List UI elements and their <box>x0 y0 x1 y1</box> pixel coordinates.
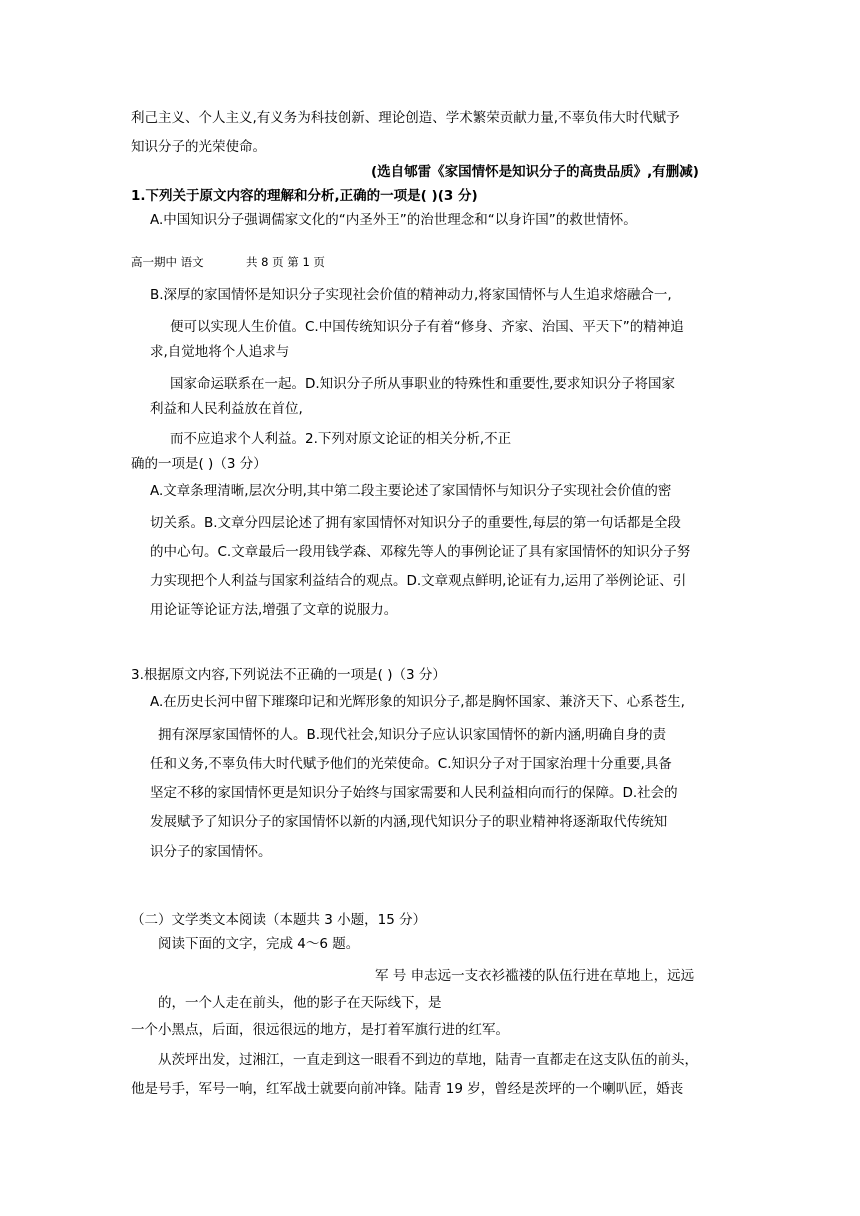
question-2-line: 用论证等论证方法,增强了文章的说服力。 <box>150 602 398 618</box>
question-2-line: 的中心句。C.文章最后一段用钱学森、邓稼先等人的事例论证了具有家国情怀的知识分子努 <box>150 544 691 560</box>
question-1-stem: 1.下列关于原文内容的理解和分析,正确的一项是( )(3 分) <box>131 188 478 204</box>
question-2-line: A.文章条理清晰,层次分明,其中第二段主要论述了家国情怀与知识分子实现社会价值的密 <box>150 483 672 499</box>
question-1-line: 求,自觉地将个人追求与 <box>150 344 290 360</box>
question-1-line: 利益和人民利益放在首位, <box>150 401 303 417</box>
question-3-stem: 3.根据原文内容,下列说法不正确的一项是( )（3 分） <box>131 667 446 683</box>
question-1-option-a: A.中国知识分子强调儒家文化的“内圣外王”的治世理念和“以身许国”的救世情怀。 <box>150 212 637 228</box>
question-2-line: 切关系。B.文章分四层论述了拥有家国情怀对知识分子的重要性,每层的第一句话都是全段 <box>150 515 681 531</box>
question-2-stem: 确的一项是( )（3 分） <box>131 456 267 472</box>
question-3-line: 拥有深厚家国情怀的人。B.现代社会,知识分子应认识家国情怀的新内涵,明确自身的责 <box>158 727 667 743</box>
question-3-line: 识分子的家国情怀。 <box>150 844 272 860</box>
question-3-line: 任和义务,不辜负伟大时代赋予他们的光荣使命。C.知识分子对于国家治理十分重要,具备 <box>150 756 672 772</box>
question-1-line: B.深厚的家国情怀是知识分子实现社会价值的精神动力,将家国情怀与人生追求熔融合一, <box>150 287 672 303</box>
section-instruction: 阅读下面的文字，完成 4～6 题。 <box>158 936 360 952</box>
question-3-line: A.在历史长河中留下璀璨印记和光辉形象的知识分子,都是胸怀国家、兼济天下、心系苍生, <box>150 694 685 710</box>
story-line: 的，一个人走在前头，他的影子在天际线下，是 <box>158 995 442 1011</box>
question-2-line: 力实现把个人利益与国家利益结合的观点。D.文章观点鲜明,论证有力,运用了举例论证、引 <box>150 573 687 589</box>
story-line: 一个小黑点，后面，很远很远的地方，是打着军旗行进的红军。 <box>131 1022 509 1038</box>
footer-page-count: 共 8 页 第 1 页 <box>246 255 325 269</box>
footer-course: 高一期中 语文 <box>131 255 204 269</box>
question-3-line: 发展赋予了知识分子的家国情怀以新的内涵,现代知识分子的职业精神将逐渐取代传统知 <box>150 814 668 830</box>
passage-line-2: 知识分子的光荣使命。 <box>131 139 266 155</box>
story-line: 他是号手，军号一响，红军战士就要向前冲锋。陆青 19 岁，曾经是茨坪的一个喇叭匠，婚丧 <box>131 1081 684 1097</box>
section-heading: （二）文学类文本阅读（本题共 3 小题，15 分） <box>131 912 427 928</box>
story-line: 从茨坪出发，过湘江，一直走到这一眼看不到边的草地，陆青一直都走在这支队伍的前头， <box>158 1052 698 1068</box>
question-1-line: 便可以实现人生价值。C.中国传统知识分子有着“修身、齐家、治国、平天下”的精神追 <box>170 319 684 335</box>
question-1-line: 而不应追求个人利益。2.下列对原文论证的相关分析,不正 <box>170 431 512 447</box>
story-line: 军 号 申志远一支衣衫褴褛的队伍行进在草地上，远远 <box>375 968 695 984</box>
passage-line-1: 利己主义、个人主义,有义务为科技创新、理论创造、学术繁荣贡献力量,不辜负伟大时代赋予 <box>131 110 680 126</box>
question-3-line: 坚定不移的家国情怀更是知识分子始终与国家需要和人民利益相向而行的保障。D.社会的 <box>150 785 678 801</box>
question-1-line: 国家命运联系在一起。D.知识分子所从事职业的特殊性和重要性,要求知识分子将国家 <box>170 376 675 392</box>
source-note: (选自郇雷《家国情怀是知识分子的高贵品质》,有删减) <box>371 164 699 180</box>
